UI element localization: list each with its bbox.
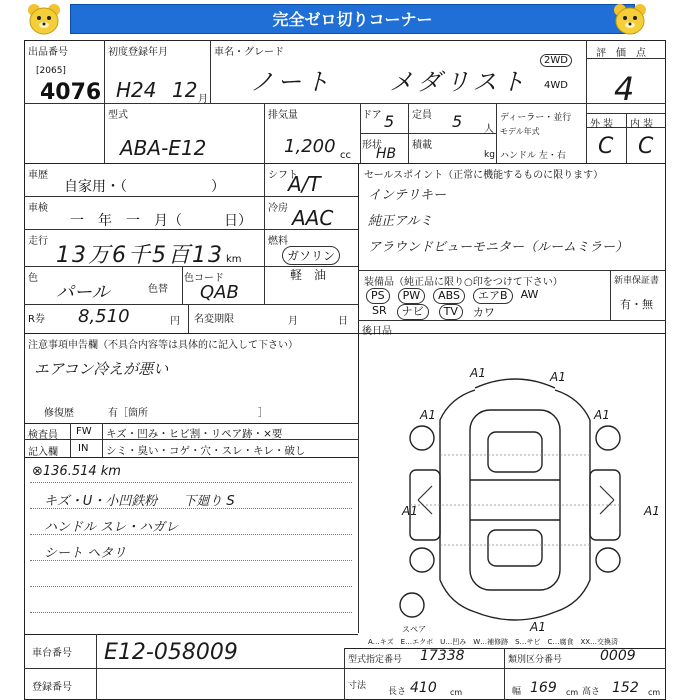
class-number-value: 0009 — [600, 648, 636, 664]
recycle-value: 8,510 — [78, 306, 130, 327]
door-value: 5 — [384, 112, 395, 131]
height-value: 152 — [612, 680, 639, 696]
displacement-label: 排気量 — [268, 110, 298, 121]
door-label: ドア — [362, 110, 382, 121]
inspection-line-1: ⊗136.514 km — [32, 464, 121, 479]
damage-mark-rear: A1 — [530, 620, 546, 634]
drive-4wd: 4WD — [544, 80, 568, 91]
notes-title: 注意事項申告欄（不具合内容等は具体的に記入して下さい） — [28, 340, 298, 351]
damage-types-row: キズ・凹み・ヒビ割・リペア跡・×要 — [106, 428, 283, 440]
shift-value: A/T — [288, 172, 321, 196]
color-label: 色 — [28, 273, 38, 284]
name-change-month: 月 — [288, 316, 298, 327]
equip-ps: PS — [366, 288, 390, 304]
capacity-unit: 人 — [484, 124, 494, 135]
dealer-label: ディーラー・並行 — [500, 113, 572, 123]
inspection-line-2: キズ・U・小凹鉄粉 下廻り S — [44, 494, 235, 509]
recycle-label: R券 — [28, 314, 45, 325]
recycle-yen: 円 — [170, 316, 180, 327]
sales-point-1: インテリキー — [368, 188, 447, 203]
interior-grade: C — [638, 134, 654, 159]
in-label: IN — [78, 443, 89, 454]
model-code-value: ABA-E12 — [120, 136, 207, 160]
equip-leather: カワ — [472, 306, 495, 319]
height-label: 高さ — [582, 687, 601, 697]
registration-number-label: 登録番号 — [32, 682, 72, 693]
equipment-title: 装備品（純正品に限り○印をつけて下さい） — [364, 277, 563, 288]
inspection-expiry-label: 車検 — [28, 203, 48, 214]
interior-label: 内 装 — [630, 119, 654, 130]
equip-airbag: エアB — [473, 288, 513, 304]
interior-types-row: シミ・臭い・コゲ・穴・スレ・キレ・破し — [106, 445, 306, 457]
entry-label: 記入欄 — [28, 447, 58, 458]
length-label: 長さ — [388, 687, 407, 697]
color-change-label: 色替 — [148, 284, 168, 295]
sales-points-title: セールスポイント（正常に機能するものに限ります） — [364, 170, 604, 181]
displacement-unit: cc — [340, 150, 351, 161]
spare-tire-label: スペア — [402, 625, 426, 634]
damage-mark-front-left: A1 — [470, 366, 486, 380]
model-code-label: 型式 — [108, 110, 128, 121]
width-value: 169 — [530, 680, 557, 696]
capacity-label: 定員 — [412, 110, 432, 121]
bear-mascot-right-icon — [612, 2, 648, 36]
type-cert-label: 型式指定番号 — [348, 655, 403, 665]
car-name-value: ノート メダリスト — [250, 68, 529, 96]
car-damage-diagram — [370, 360, 660, 640]
equipment-row-1 — [366, 288, 538, 304]
first-registration-month: 12 — [172, 78, 198, 102]
equip-abs: ABS — [433, 288, 465, 304]
width-unit: cm — [566, 688, 579, 697]
car-name-label: 車名・グレード — [214, 47, 284, 58]
color-code-value: QAB — [200, 282, 239, 303]
banner-title: 完全ゼロ切りコーナー — [70, 4, 635, 34]
damage-legend: A…キズ E…エクボ U…凹み W…補修跡 S…サビ C…腐食 XX…交換済 — [368, 638, 619, 646]
fuel-diesel: 軽 油 — [290, 268, 327, 282]
dimensions-label: 寸法 — [348, 681, 367, 691]
air-conditioner-value: AAC — [292, 206, 334, 230]
type-cert-value: 17338 — [420, 648, 465, 664]
displacement-value: 1,200 — [284, 136, 336, 157]
color-value: パール — [56, 282, 110, 303]
guarantee-label: 新車保証書 — [614, 276, 660, 286]
damage-mark-left-door: A1 — [402, 504, 418, 518]
body-shape-value: HB — [376, 146, 397, 162]
capacity-value: 5 — [452, 112, 463, 131]
height-unit: cm — [648, 688, 661, 697]
lot-number: 4076 — [40, 80, 102, 105]
damage-mark-front-right: A1 — [550, 370, 566, 384]
mileage-unit: km — [226, 254, 242, 265]
equip-sr: SR — [372, 304, 387, 317]
handle-label: ハンドル 左・右 — [500, 151, 566, 161]
inspection-line-3: ハンドル スレ・ハガレ — [44, 520, 179, 535]
chassis-number-label: 車台番号 — [32, 648, 72, 659]
load-unit: kg — [484, 150, 495, 160]
sales-point-2: 純正アルミ — [368, 214, 433, 229]
inspection-expiry-value: 一 年 一 月（ 日） — [70, 213, 252, 229]
bear-mascot-left-icon — [26, 2, 62, 36]
notes-content: エアコン冷えが悪い — [34, 360, 169, 378]
exterior-label: 外 装 — [590, 119, 614, 130]
first-registration-label: 初度登録年月 — [108, 47, 168, 58]
lot-number-label: 出品番号 — [28, 47, 68, 58]
damage-mark-left-fender: A1 — [420, 408, 436, 422]
later-items-label: 後日品 — [362, 326, 392, 337]
name-change-day: 日 — [338, 316, 348, 327]
usage-label: 車歴 — [28, 170, 48, 181]
repair-history-value: 有［箇所 ］ — [108, 408, 268, 419]
inspector-label: 検査員 — [28, 430, 58, 441]
inspection-line-4: シート ヘタリ — [44, 546, 127, 561]
model-year-label: モデル年式 — [500, 127, 540, 136]
class-number-label: 類別区分番号 — [508, 655, 563, 665]
grade-label: 評 価 点 — [596, 48, 646, 59]
exterior-grade: C — [598, 134, 614, 159]
color-code-label: 色コード — [184, 273, 224, 284]
grade-value: 4 — [614, 70, 635, 108]
equipment-row-2 — [372, 304, 495, 320]
fw-label: FW — [76, 426, 92, 437]
mileage-label: 走行 — [28, 236, 48, 247]
first-registration-value: H24 — [116, 78, 157, 102]
load-label: 積載 — [412, 140, 432, 151]
body-shape-label: 形状 — [362, 140, 382, 151]
mileage-value: 13万6千5百13 — [56, 243, 224, 268]
lot-small-number: [2065] — [36, 66, 66, 76]
equip-aw: AW — [520, 288, 539, 301]
month-suffix: 月 — [198, 94, 208, 105]
fuel-label: 燃料 — [268, 236, 288, 247]
name-change-label: 名変期限 — [194, 314, 234, 325]
shift-label: シフト — [268, 170, 298, 181]
width-label: 幅 — [512, 687, 522, 697]
length-value: 410 — [410, 680, 437, 696]
length-unit: cm — [450, 688, 463, 697]
equip-tv: TV — [439, 304, 463, 320]
damage-mark-right-fender: A1 — [594, 408, 610, 422]
usage-value: 自家用・（ ） — [64, 179, 225, 195]
repair-history-label: 修復歴 — [44, 408, 74, 419]
guarantee-value: 有・無 — [620, 298, 653, 311]
equip-navi: ナビ — [397, 304, 429, 320]
air-conditioner-label: 冷房 — [268, 203, 288, 214]
damage-mark-right-door: A1 — [644, 504, 660, 518]
fuel-gasoline-circled: ガソリン — [282, 246, 340, 265]
equip-pw: PW — [398, 288, 426, 304]
drive-2wd: 2WD — [540, 54, 572, 67]
chassis-number-value: E12-058009 — [104, 640, 238, 665]
sales-point-3: アラウンドビューモニター（ルームミラー） — [368, 240, 629, 255]
